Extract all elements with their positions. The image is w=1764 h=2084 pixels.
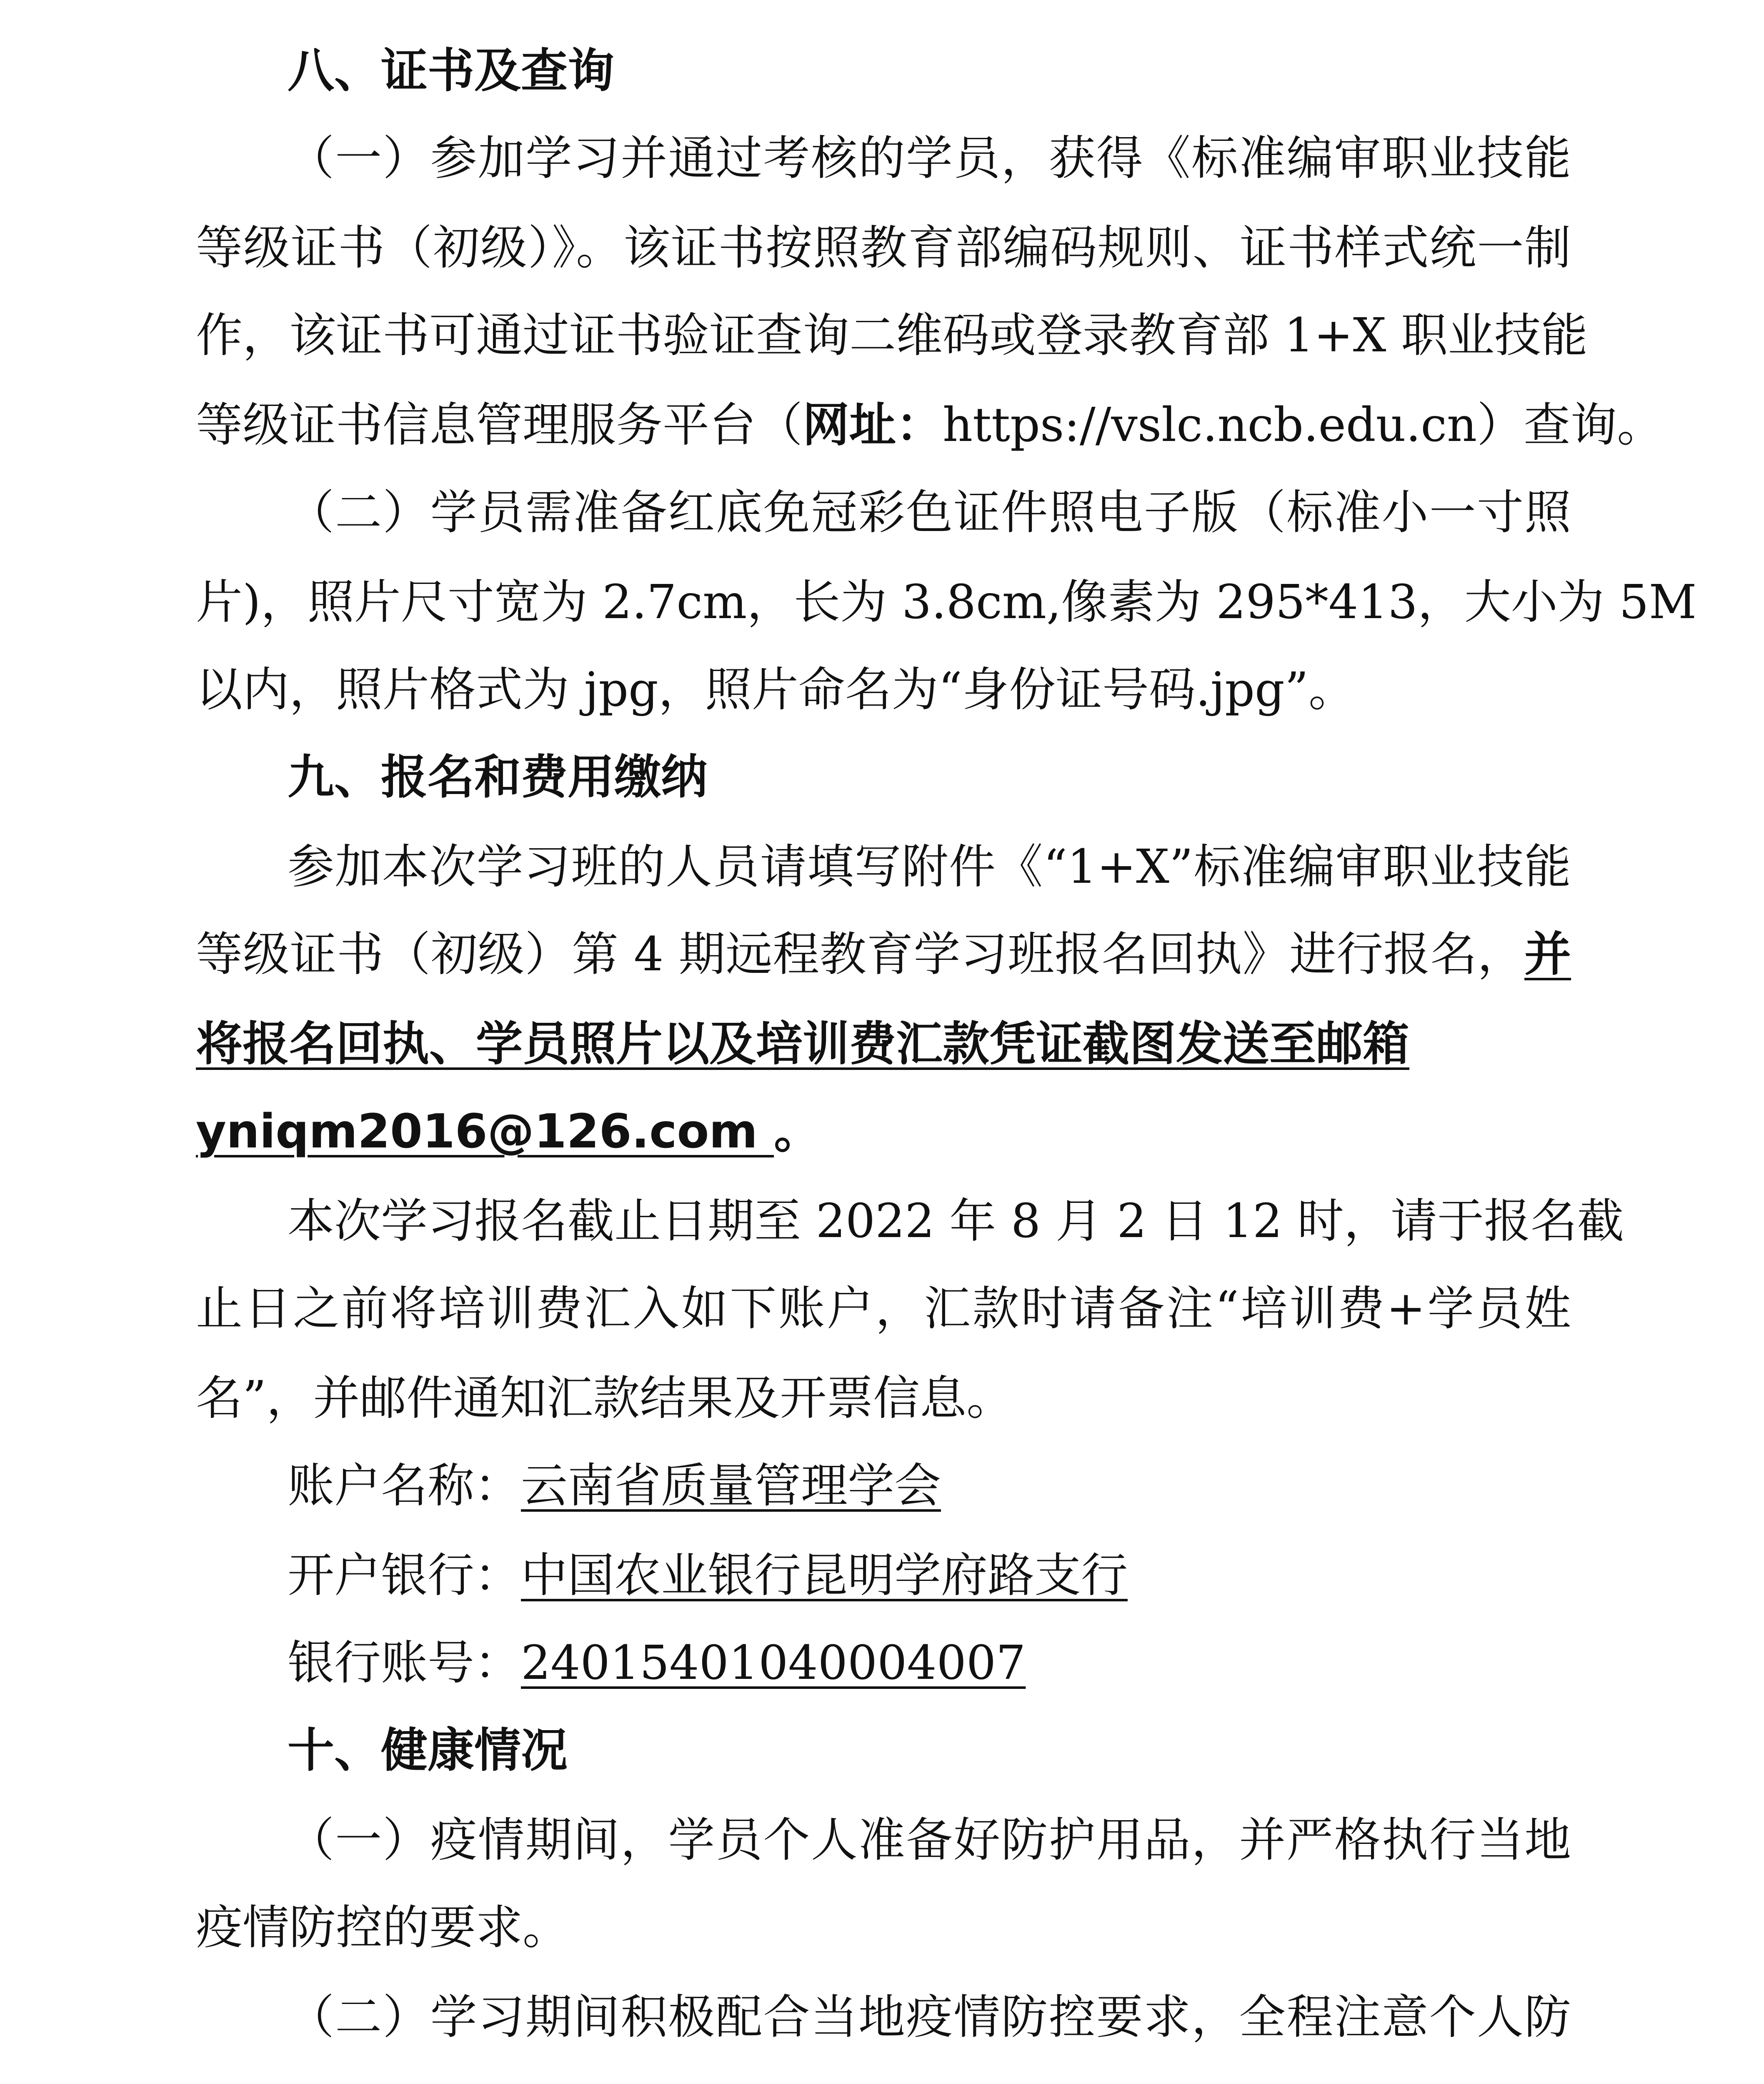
bank-label: 开户银行： (288, 1548, 521, 1603)
account-number-label: 银行账号： (288, 1636, 521, 1690)
section-heading-certificate: 八、证书及查询 (288, 44, 614, 98)
paragraph-line: 片)，照片尺寸宽为 2.7cm，长为 3.8cm,像素为 295*413，大小为 5M (196, 575, 1697, 629)
account-name-row (288, 1455, 941, 1517)
paragraph-line: 作，该证书可通过证书验证查询二维码或登录教育部 1+X 职业技能 (196, 308, 1588, 363)
bank-row (288, 1544, 1128, 1607)
account-number-value: 24015401040004007 (521, 1636, 1026, 1690)
period: 。 (774, 1105, 821, 1159)
paragraph-line: 止日之前将培训费汇入如下账户，汇款时请备注“培训费+学员姓 (196, 1282, 1571, 1336)
section-heading-health: 十、健康情况 (288, 1723, 568, 1778)
paragraph-line: （一）参加学习并通过考核的学员，获得《标准编审职业技能 (288, 131, 1571, 185)
email-line (196, 1100, 821, 1163)
bank-value: 中国农业银行昆明学府路支行 (521, 1548, 1128, 1603)
paragraph-line: 等级证书（初级）》。该证书按照教育部编码规则、证书样式统一制 (196, 221, 1571, 275)
paragraph-line: 以内，照片格式为 jpg，照片命名为“身份证号码.jpg”。 (196, 663, 1355, 717)
paragraph-line: （二）学员需准备红底免冠彩色证件照电子版（标准小一寸照 (288, 486, 1571, 540)
emphasis-text: 并 (1524, 927, 1571, 982)
paragraph-line: （二）学习期间积极配合当地疫情防控要求，全程注意个人防 (288, 1990, 1571, 2044)
email-link[interactable]: yniqm2016@126.com (196, 1105, 774, 1159)
paragraph-line: 疫情防控的要求。 (196, 1901, 569, 1955)
section-heading-registration: 九、报名和费用缴纳 (288, 750, 708, 804)
paragraph-line: （一）疫情期间，学员个人准备好防护用品，并严格执行当地 (288, 1813, 1571, 1867)
url-label: 网址： (803, 398, 943, 452)
account-number-row (288, 1632, 1026, 1694)
paragraph-line: 名”，并邮件通知汇款结果及开票信息。 (196, 1371, 1013, 1425)
registration-text: 等级证书（初级）第 4 期远程教育学习班报名回执》进行报名， (196, 927, 1524, 982)
platform-url: https://vslc.ncb.edu.cn）查询。 (943, 398, 1664, 452)
paragraph-line (196, 923, 1571, 986)
account-name-value: 云南省质量管理学会 (521, 1459, 941, 1513)
emphasis-line: 将报名回执、学员照片以及培训费汇款凭证截图发送至邮箱 (196, 1017, 1409, 1071)
paragraph-line (196, 394, 1664, 456)
platform-text: 等级证书信息管理服务平台（ (196, 398, 803, 452)
paragraph-line: 本次学习报名截止日期至 2022 年 8 月 2 日 12 时，请于报名截 (288, 1194, 1624, 1248)
account-name-label: 账户名称： (288, 1459, 521, 1513)
paragraph-line: 参加本次学习班的人员请填写附件《“1+X”标准编审职业技能 (288, 840, 1571, 894)
